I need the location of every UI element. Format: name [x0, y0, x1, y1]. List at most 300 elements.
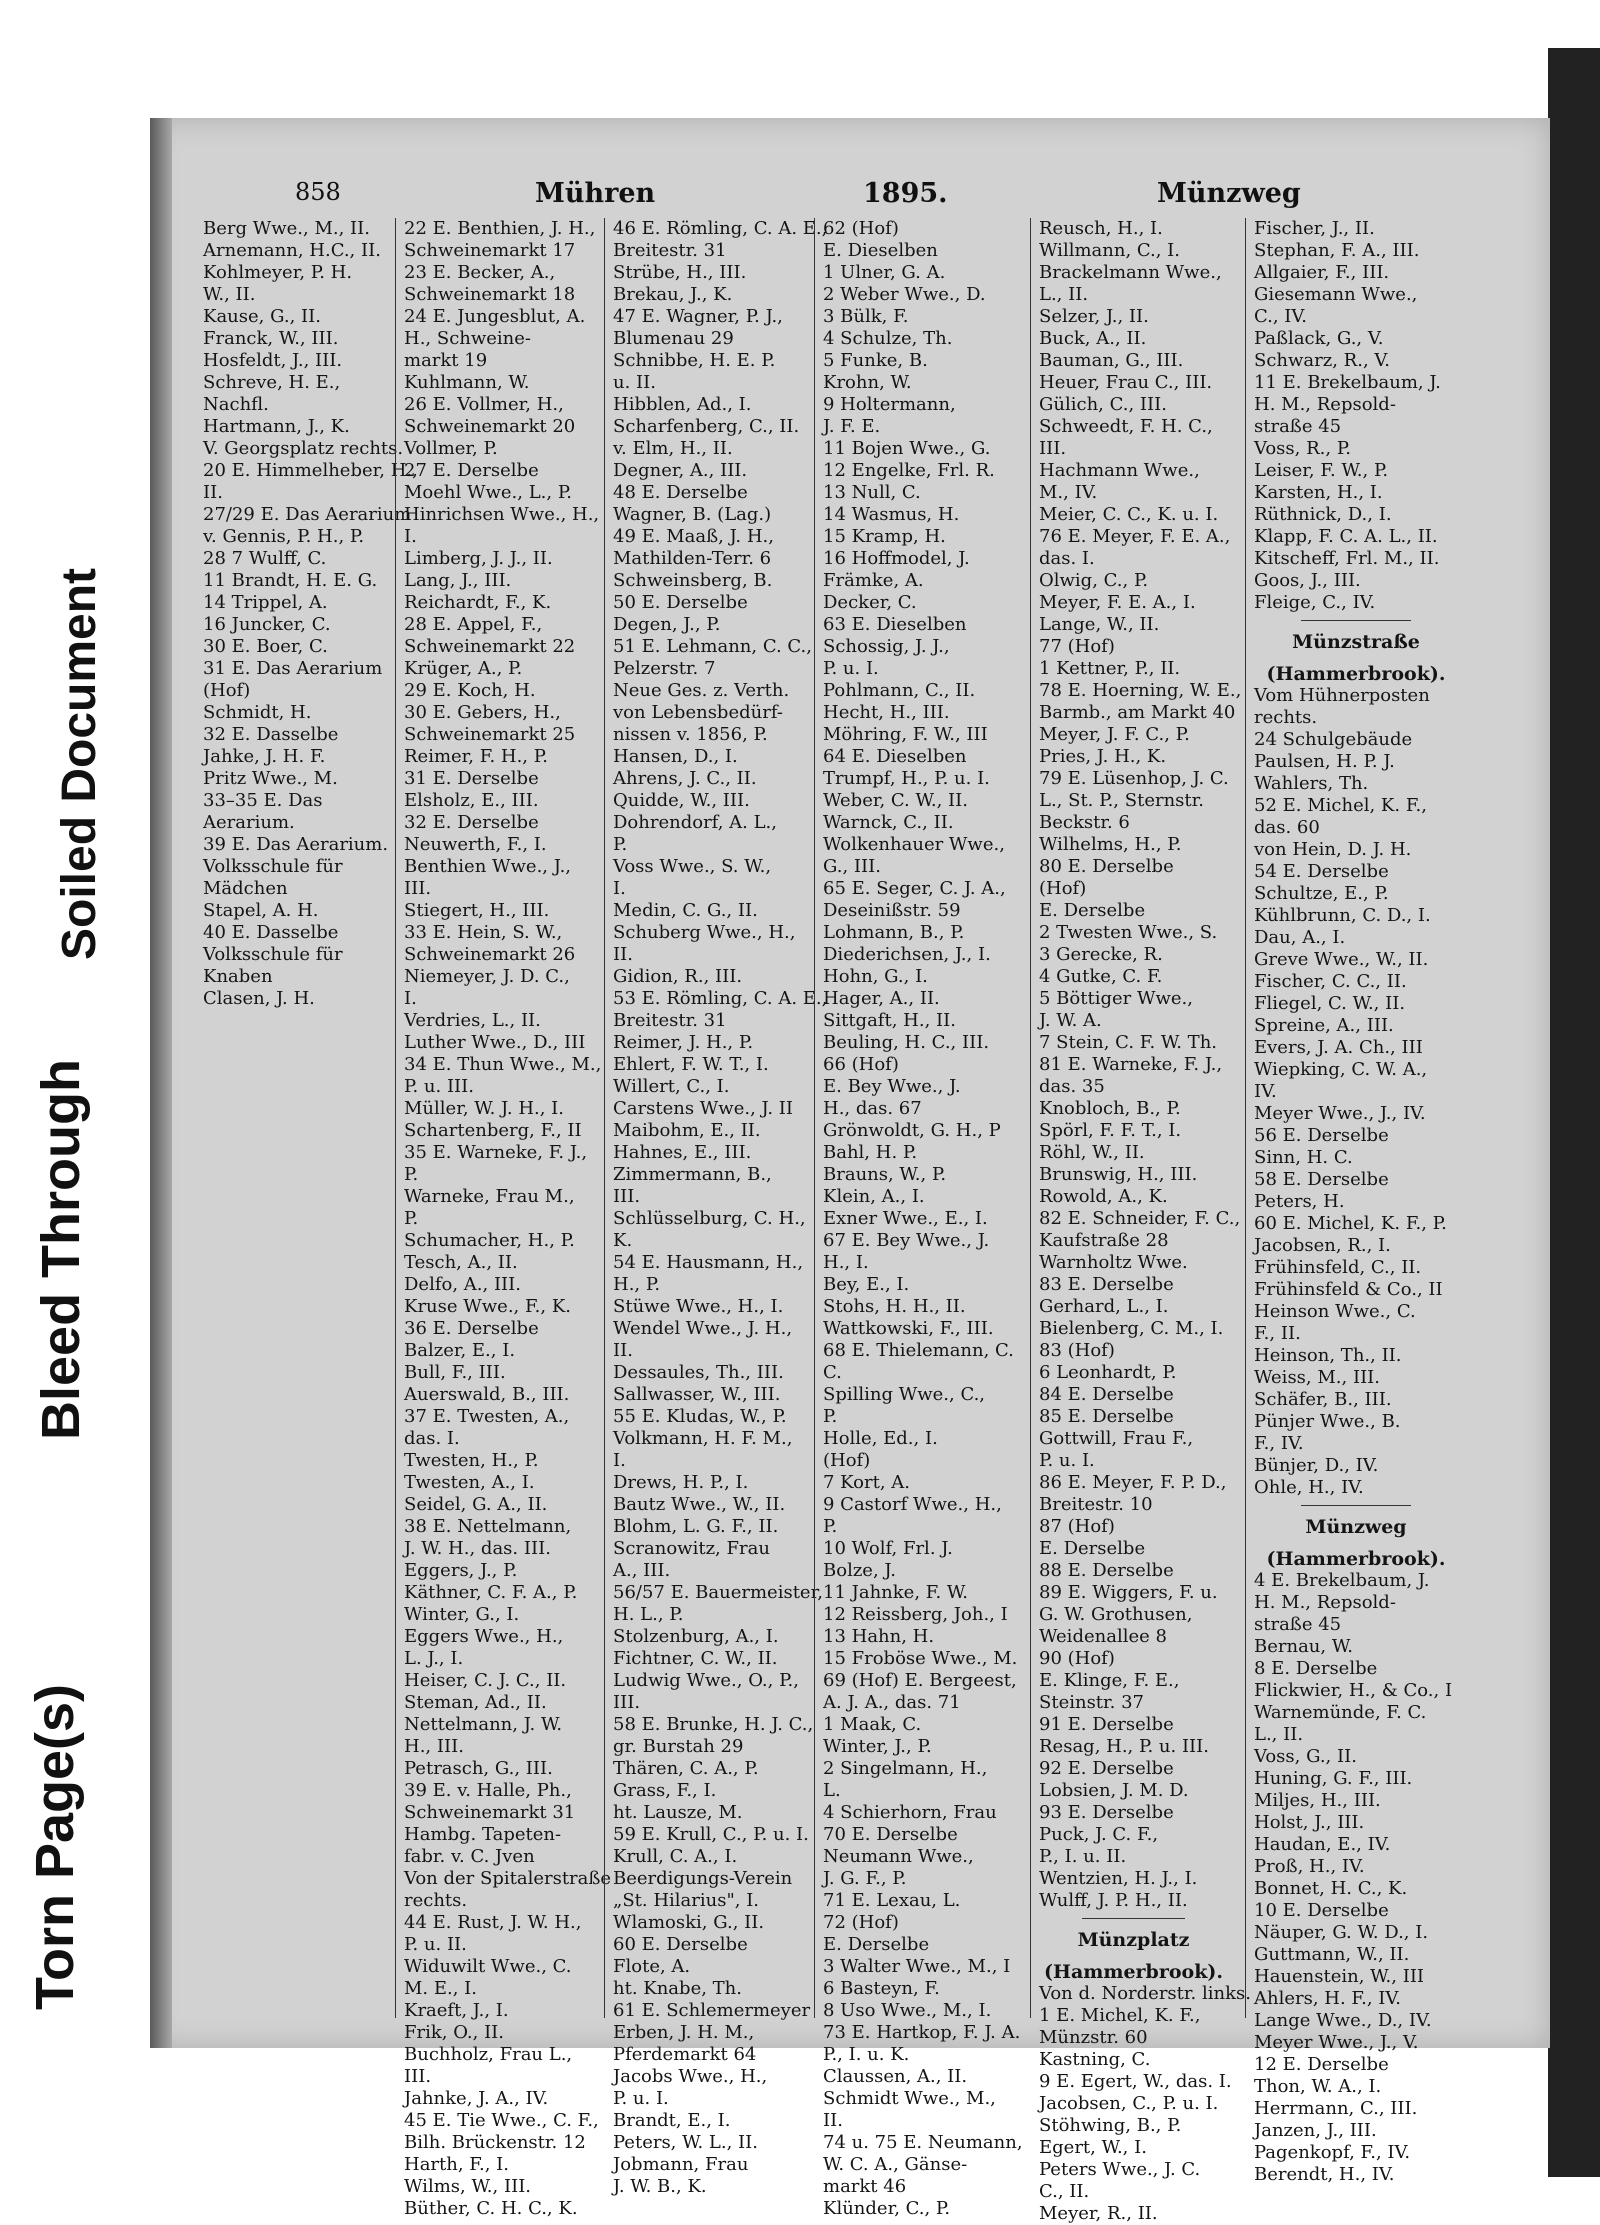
- directory-entry: Goos, J., III.: [1254, 570, 1361, 591]
- directory-entry: Thären, C. A., P.: [613, 1758, 759, 1779]
- directory-entry: 12 E. Derselbe: [1254, 2054, 1389, 2075]
- directory-entry: 34 E. Thun Wwe., M.,: [404, 1054, 602, 1075]
- directory-entry: Bey, E., I.: [823, 1274, 910, 1295]
- directory-entry: 46 E. Römling, C. A. E.,: [613, 218, 828, 239]
- directory-entry: 53 E. Römling, C. A. E.,: [613, 988, 828, 1009]
- directory-entry: Wilhelms, H., P.: [1039, 834, 1182, 855]
- directory-entry: Buck, A., II.: [1039, 328, 1147, 349]
- directory-entry: Klünder, C., P.: [823, 2198, 951, 2219]
- directory-entry: J. F. E.: [823, 416, 881, 437]
- soiled-document-label: Soiled Document: [53, 567, 106, 960]
- directory-entry: Benthien Wwe., J.,: [404, 856, 572, 877]
- directory-entry: W., II.: [203, 284, 256, 305]
- page-edge-shadow: [1548, 48, 1600, 2177]
- directory-entry: Volksschule für: [203, 944, 343, 965]
- directory-entry: Peters, W. L., II.: [613, 2132, 758, 2153]
- directory-entry: Hansen, D., I.: [613, 746, 738, 767]
- directory-entry: Schartenberg, F., II: [404, 1120, 582, 1141]
- directory-entry: ht. Lausze, M.: [613, 1802, 743, 1823]
- directory-entry: Stephan, F. A., III.: [1254, 240, 1420, 261]
- directory-entry: A. J. A., das. 71: [823, 1692, 961, 1713]
- directory-entry: Fliegel, C. W., II.: [1254, 993, 1406, 1014]
- directory-entry: Exner Wwe., E., I.: [823, 1208, 988, 1229]
- directory-entry: 10 Wolf, Frl. J.: [823, 1538, 953, 1559]
- directory-entry: Bauman, G., III.: [1039, 350, 1184, 371]
- directory-entry: (Hof): [823, 1450, 871, 1471]
- directory-entry: Schweinemarkt 20: [404, 416, 576, 437]
- directory-entry: 1 Maak, C.: [823, 1714, 922, 1735]
- directory-entry: IV.: [1254, 1081, 1277, 1102]
- directory-entry: Kraeft, J., I.: [404, 2000, 509, 2021]
- directory-entry: Carstens Wwe., J. II: [613, 1098, 793, 1119]
- directory-entry: M., IV.: [1039, 482, 1098, 503]
- directory-entry: 3 Bülk, F.: [823, 306, 909, 327]
- column-6: [1245, 218, 1466, 2185]
- directory-entry: Möhring, F. W., III: [823, 724, 988, 745]
- directory-entry: 15 Kramp, H.: [823, 526, 946, 547]
- directory-entry: Peters Wwe., J. C.: [1039, 2159, 1201, 2180]
- directory-entry: 4 Gutke, C. F.: [1039, 966, 1163, 987]
- directory-entry: 60 E. Michel, K. F., P.: [1254, 1213, 1447, 1234]
- directory-entry: straße 45: [1254, 416, 1342, 437]
- directory-entry: Widuwilt Wwe., C.: [404, 1956, 572, 1977]
- directory-entry: Vom Hühnerposten: [1254, 685, 1430, 706]
- directory-entry: Winter, G., I.: [404, 1604, 520, 1625]
- directory-entry: Kastning, C.: [1039, 2049, 1151, 2070]
- directory-entry: H. L., P.: [613, 1604, 684, 1625]
- directory-entry: Drews, H. P., I.: [613, 1472, 749, 1493]
- directory-entry: Warneke, Frau M.,: [404, 1186, 575, 1207]
- directory-entry: Eggers Wwe., H.,: [404, 1626, 564, 1647]
- directory-entry: 24 Schulgebäude: [1254, 729, 1413, 750]
- directory-entry: Deseinißstr. 59: [823, 900, 961, 921]
- directory-entry: II.: [613, 1340, 633, 1361]
- directory-entry: Knobloch, B., P.: [1039, 1098, 1181, 1119]
- directory-entry: ht. Knabe, Th.: [613, 1978, 742, 1999]
- directory-entry: Hahnes, E., III.: [613, 1142, 752, 1163]
- directory-entry: Vollmer, P.: [404, 438, 498, 459]
- directory-entry: H., P.: [613, 1274, 661, 1295]
- column-2: [395, 218, 612, 2219]
- directory-entry: 11 Brandt, H. E. G.: [203, 570, 378, 591]
- directory-entry: Wahlers, Th.: [1254, 773, 1369, 794]
- directory-entry: Fichtner, C. W., II.: [613, 1648, 778, 1669]
- directory-entry: Schuberg Wwe., H.,: [613, 922, 796, 943]
- directory-entry: Pferdemarkt 64: [613, 2044, 757, 2065]
- directory-entry: 7 Kort, A.: [823, 1472, 910, 1493]
- section-heading: (Hammerbrook).: [1266, 663, 1446, 685]
- directory-entry: 12 Engelke, Frl. R.: [823, 460, 995, 481]
- directory-entry: 44 E. Rust, J. W. H.,: [404, 1912, 582, 1933]
- directory-entry: Allgaier, F., III.: [1254, 262, 1390, 283]
- directory-entry: Wendel Wwe., J. H.,: [613, 1318, 793, 1339]
- directory-entry: Guttmann, W., II.: [1254, 1944, 1410, 1965]
- directory-entry: Beckstr. 6: [1039, 812, 1130, 833]
- directory-entry: Delfo, A., III.: [404, 1274, 521, 1295]
- directory-entry: Bolze, J.: [823, 1560, 896, 1581]
- directory-entry: Sinn, H. C.: [1254, 1147, 1353, 1168]
- directory-entry: H., Schweine-: [404, 328, 532, 349]
- directory-entry: 54 E. Hausmann, H.,: [613, 1252, 804, 1273]
- directory-entry: K.: [613, 1230, 633, 1251]
- directory-entry: 65 E. Seger, C. J. A.,: [823, 878, 1006, 899]
- directory-entry: Lang, J., III.: [404, 570, 512, 591]
- directory-entry: Wilms, W., III.: [404, 2176, 532, 2197]
- directory-entry: II.: [203, 482, 223, 503]
- directory-entry: Flote, A.: [613, 1956, 691, 1977]
- directory-entry: 81 E. Warneke, F. J.,: [1039, 1054, 1223, 1075]
- directory-entry: Barmb., am Markt 40: [1039, 702, 1236, 723]
- page-header: [150, 176, 1550, 216]
- directory-entry: H. M., Repsold-: [1254, 394, 1396, 415]
- directory-entry: Moehl Wwe., L., P.: [404, 482, 573, 503]
- directory-entry: Erben, J. H. M.,: [613, 2022, 755, 2043]
- directory-entry: Trumpf, H., P. u. I.: [823, 768, 990, 789]
- directory-entry: 7 Stein, C. F. W. Th.: [1039, 1032, 1218, 1053]
- directory-entry: 60 E. Derselbe: [613, 1934, 748, 1955]
- directory-entry: Holle, Ed., I.: [823, 1428, 938, 1449]
- directory-entry: 73 E. Hartkop, F. J. A.: [823, 2022, 1021, 2043]
- directory-entry: Klein, A., I.: [823, 1186, 925, 1207]
- directory-entry: Näuper, G. W. D., I.: [1254, 1922, 1429, 1943]
- directory-entry: Meyer, R., II.: [1039, 2203, 1158, 2224]
- directory-entry: 84 E. Derselbe: [1039, 1384, 1174, 1405]
- directory-entry: Buchholz, Frau L.,: [404, 2044, 573, 2065]
- directory-entry: 33–35 E. Das: [203, 790, 323, 811]
- directory-entry: Jobmann, Frau: [613, 2154, 749, 2175]
- directory-entry: P. u. II.: [404, 1934, 467, 1955]
- directory-entry: Twesten, A., I.: [404, 1472, 535, 1493]
- directory-entry: Twesten, H., P.: [404, 1450, 539, 1471]
- directory-entry: Hartmann, J., K.: [203, 416, 350, 437]
- directory-entry: 11 Jahnke, F. W.: [823, 1582, 968, 1603]
- directory-entry: Volkmann, H. F. M.,: [613, 1428, 793, 1449]
- directory-entry: Winter, J., P.: [823, 1736, 932, 1757]
- directory-entry: Warnholtz Wwe.: [1039, 1252, 1188, 1273]
- directory-entry: Stüwe Wwe., H., I.: [613, 1296, 784, 1317]
- directory-entry: Krull, C. A., I.: [613, 1846, 738, 1867]
- directory-entry: P., I. u. K.: [823, 2044, 910, 2065]
- directory-entry: Warnck, C., II.: [823, 812, 954, 833]
- directory-entry: 58 E. Derselbe: [1254, 1169, 1389, 1190]
- section-divider: [1082, 1918, 1185, 1919]
- directory-entry: Grönwoldt, G. H., P: [823, 1120, 1001, 1141]
- directory-entry: Clasen, J. H.: [203, 988, 315, 1009]
- directory-entry: 13 Null, C.: [823, 482, 921, 503]
- directory-entry: Proß, H., IV.: [1254, 1856, 1365, 1877]
- directory-entry: 23 E. Becker, A.,: [404, 262, 556, 283]
- directory-entry: Voss, R., P.: [1254, 438, 1352, 459]
- directory-entry: II.: [823, 2110, 843, 2131]
- directory-entry: Egert, W., I.: [1039, 2137, 1147, 2158]
- directory-entry: P.: [404, 1208, 419, 1229]
- directory-entry: Heinson Wwe., C.: [1254, 1301, 1416, 1322]
- directory-entry: Bielenberg, C. M., I.: [1039, 1318, 1224, 1339]
- directory-entry: Pünjer Wwe., B.: [1254, 1411, 1401, 1432]
- directory-entry: 83 (Hof): [1039, 1340, 1115, 1361]
- directory-entry: 92 E. Derselbe: [1039, 1758, 1174, 1779]
- directory-entry: Wentzien, H. J., I.: [1039, 1868, 1198, 1889]
- directory-entry: F., II.: [1254, 1323, 1301, 1344]
- directory-entry: Giesemann Wwe.,: [1254, 284, 1418, 305]
- directory-entry: Miljes, H., III.: [1254, 1790, 1381, 1811]
- directory-entry: 16 Hoffmodel, J.: [823, 548, 970, 569]
- column-4: [814, 218, 1023, 2219]
- directory-entry: Heiser, C. J. C., II.: [404, 1670, 567, 1691]
- directory-entry: P. u. I.: [613, 2088, 669, 2109]
- directory-entry: Brekau, J., K.: [613, 284, 733, 305]
- directory-entry: Ahlers, H. F., IV.: [1254, 1988, 1401, 2009]
- directory-entry: Lange Wwe., D., IV.: [1254, 2010, 1432, 2031]
- directory-entry: 77 (Hof): [1039, 636, 1115, 657]
- directory-entry: Stohs, H. H., II.: [823, 1296, 966, 1317]
- directory-entry: Bünjer, D., IV.: [1254, 1455, 1379, 1476]
- directory-entry: Ehlert, F. W. T., I.: [613, 1054, 769, 1075]
- directory-entry: Gottwill, Frau F.,: [1039, 1428, 1194, 1449]
- directory-entry: III.: [404, 2066, 432, 2087]
- directory-entry: Münzstr. 60: [1039, 2027, 1148, 2048]
- directory-entry: H., III.: [404, 1736, 464, 1757]
- directory-entry: III.: [1039, 438, 1067, 459]
- directory-entry: J. G. F., P.: [823, 1868, 907, 1889]
- directory-entry: 59 E. Krull, C., P. u. I.: [613, 1824, 809, 1845]
- directory-entry: 74 u. 75 E. Neumann,: [823, 2132, 1023, 2153]
- directory-entry: 6 Basteyn, F.: [823, 1978, 940, 1999]
- directory-entry: Schäfer, B., III.: [1254, 1389, 1392, 1410]
- directory-entry: 30 E. Gebers, H.,: [404, 702, 561, 723]
- directory-entry: W. C. A., Gänse-: [823, 2154, 968, 2175]
- directory-entry: rechts.: [404, 1890, 468, 1911]
- directory-entry: Pelzerstr. 7: [613, 658, 716, 679]
- directory-entry: Dessaules, Th., III.: [613, 1362, 784, 1383]
- directory-entry: Schultze, E., P.: [1254, 883, 1389, 904]
- directory-entry: Hachmann Wwe.,: [1039, 460, 1200, 481]
- directory-entry: 90 (Hof): [1039, 1648, 1115, 1669]
- directory-entry: Pohlmann, C., II.: [823, 680, 976, 701]
- directory-entry: Huning, G. F., III.: [1254, 1768, 1413, 1789]
- directory-entry: 29 E. Koch, H.: [404, 680, 536, 701]
- margin-notes: [0, 0, 150, 2177]
- directory-entry: 91 E. Derselbe: [1039, 1714, 1174, 1735]
- directory-entry: 13 Hahn, H.: [823, 1626, 935, 1647]
- directory-entry: 12 Reissberg, Joh., I: [823, 1604, 1008, 1625]
- directory-entry: Paulsen, H. P. J.: [1254, 751, 1395, 772]
- directory-entry: Franck, W., III.: [203, 328, 339, 349]
- directory-entry: V. Georgsplatz rechts.: [203, 438, 404, 459]
- directory-entry: 72 (Hof): [823, 1912, 899, 1933]
- directory-entry: Schweinemarkt 22: [404, 636, 576, 657]
- directory-entry: Pries, J. H., K.: [1039, 746, 1167, 767]
- directory-entry: Sittgaft, H., II.: [823, 1010, 956, 1031]
- directory-entry: Steman, Ad., II.: [404, 1692, 547, 1713]
- directory-entry: von Lebensbedürf-: [613, 702, 783, 723]
- directory-entry: C., II.: [1039, 2181, 1090, 2202]
- directory-entry: 8 Uso Wwe., M., I.: [823, 2000, 992, 2021]
- torn-pages-label: Torn Page(s): [25, 1683, 85, 2010]
- directory-entry: 89 E. Wiggers, F. u.: [1039, 1582, 1218, 1603]
- directory-entry: L. J., I.: [404, 1648, 464, 1669]
- directory-entry: Büther, C. H. C., K.: [404, 2198, 578, 2219]
- directory-entry: Pritz Wwe., M.: [203, 768, 338, 789]
- directory-entry: Stapel, A. H.: [203, 900, 319, 921]
- directory-entry: Nettelmann, J. W.: [404, 1714, 563, 1735]
- directory-entry: Lange, W., II.: [1039, 614, 1160, 635]
- directory-entry: Hager, A., II.: [823, 988, 940, 1009]
- directory-entry: Kaufstraße 28: [1039, 1230, 1169, 1251]
- directory-entry: 54 E. Derselbe: [1254, 861, 1389, 882]
- directory-entry: Puck, J. C. F.,: [1039, 1824, 1159, 1845]
- directory-entry: 36 E. Derselbe: [404, 1318, 539, 1339]
- directory-entry: Dohrendorf, A. L.,: [613, 812, 777, 833]
- directory-entry: 82 E. Schneider, F. C.,: [1039, 1208, 1241, 1229]
- directory-entry: 5 Funke, B.: [823, 350, 928, 371]
- directory-entry: 22 E. Benthien, J. H.,: [404, 218, 596, 239]
- directory-entry: Blohm, L. G. F., II.: [613, 1516, 779, 1537]
- directory-entry: Bautz Wwe., W., II.: [613, 1494, 786, 1515]
- directory-entry: Schweinemarkt 31: [404, 1802, 576, 1823]
- directory-entry: I.: [404, 526, 417, 547]
- directory-entry: P. u. I.: [823, 658, 879, 679]
- directory-entry: Weber, C. W., II.: [823, 790, 968, 811]
- directory-entry: Bernau, W.: [1254, 1636, 1353, 1657]
- directory-entry: Meyer Wwe., J., IV.: [1254, 1103, 1426, 1124]
- directory-entry: Meyer, J. F. C., P.: [1039, 724, 1190, 745]
- directory-entry: Sallwasser, W., III.: [613, 1384, 781, 1405]
- directory-entry: Bahl, H. P.: [823, 1142, 918, 1163]
- directory-entry: Petrasch, G., III.: [404, 1758, 553, 1779]
- directory-entry: E. Derselbe: [1039, 1538, 1146, 1559]
- directory-entry: 4 E. Brekelbaum, J.: [1254, 1570, 1430, 1591]
- directory-entry: Gerhard, L., I.: [1039, 1296, 1169, 1317]
- directory-entry: Schmidt, H.: [203, 702, 312, 723]
- directory-page: [150, 118, 1550, 2224]
- directory-entry: 26 E. Vollmer, H.,: [404, 394, 564, 415]
- directory-entry: C.: [823, 1362, 842, 1383]
- directory-entry: 4 Schierhorn, Frau: [823, 1802, 997, 1823]
- directory-entry: I.: [613, 1450, 626, 1471]
- directory-entry: 15 Froböse Wwe., M.: [823, 1648, 1018, 1669]
- directory-entry: Medin, C. G., II.: [613, 900, 758, 921]
- directory-entry: Brauns, W., P.: [823, 1164, 947, 1185]
- directory-entry: 8 E. Derselbe: [1254, 1658, 1378, 1679]
- directory-entry: Evers, J. A. Ch., III: [1254, 1037, 1423, 1058]
- directory-entry: M. E., I.: [404, 1978, 478, 1999]
- directory-entry: Quidde, W., III.: [613, 790, 750, 811]
- directory-entry: Leiser, F. W., P.: [1254, 460, 1389, 481]
- directory-entry: Resag, H., P. u. III.: [1039, 1736, 1209, 1757]
- directory-entry: Strübe, H., III.: [613, 262, 747, 283]
- directory-entry: Willert, C., I.: [613, 1076, 730, 1097]
- year-title: 1895.: [863, 178, 948, 209]
- directory-entry: Mädchen: [203, 878, 288, 899]
- directory-entry: H. M., Repsold-: [1254, 1592, 1396, 1613]
- directory-entry: III.: [613, 1186, 641, 1207]
- directory-entry: E. Dieselben: [823, 240, 938, 261]
- directory-entry: das. I.: [404, 1428, 460, 1449]
- section-heading: Münzplatz: [1077, 1929, 1190, 1951]
- directory-entry: Haudan, E., IV.: [1254, 1834, 1391, 1855]
- directory-entry: J. W. B., K.: [613, 2176, 707, 2197]
- directory-entry: Wulff, J. P. H., II.: [1039, 1890, 1188, 1911]
- directory-entry: Heinson, Th., II.: [1254, 1345, 1402, 1366]
- section-heading: (Hammerbrook).: [1044, 1961, 1223, 1983]
- directory-entry: Scranowitz, Frau: [613, 1538, 770, 1559]
- directory-entry: Selzer, J., II.: [1039, 306, 1149, 327]
- directory-entry: Greve Wwe., W., II.: [1254, 949, 1429, 970]
- directory-entry: 55 E. Kludas, W., P.: [613, 1406, 787, 1427]
- directory-entry: Neumann Wwe.,: [823, 1846, 974, 1867]
- directory-entry: 31 E. Derselbe: [404, 768, 539, 789]
- directory-entry: E. Bey Wwe., J.: [823, 1076, 961, 1097]
- directory-entry: 24 E. Jungesblut, A.: [404, 306, 586, 327]
- directory-entry: 50 E. Derselbe: [613, 592, 748, 613]
- directory-entry: 86 E. Meyer, F. P. D.,: [1039, 1472, 1227, 1493]
- directory-entry: Paßlack, G., V.: [1254, 328, 1384, 349]
- directory-entry: 32 E. Dasselbe: [203, 724, 339, 745]
- directory-entry: Bonnet, H. C., K.: [1254, 1878, 1408, 1899]
- directory-entry: J. W. H., das. III.: [404, 1538, 551, 1559]
- directory-entry: Schweinsberg, B.: [613, 570, 773, 591]
- directory-entry: I.: [404, 988, 417, 1009]
- directory-entry: Hosfeldt, J., III.: [203, 350, 343, 371]
- directory-entry: 79 E. Lüsenhop, J. C.: [1039, 768, 1229, 789]
- directory-entry: Schumacher, H., P.: [404, 1230, 575, 1251]
- street-title-right: Münzweg: [1157, 178, 1301, 209]
- directory-entry: 32 E. Derselbe: [404, 812, 539, 833]
- directory-entry: Gidion, R., III.: [613, 966, 743, 987]
- directory-entry: Jahnke, J. A., IV.: [404, 2088, 549, 2109]
- directory-entry: gr. Burstah 29: [613, 1736, 744, 1757]
- directory-entry: Berendt, H., IV.: [1254, 2164, 1395, 2185]
- directory-entry: 47 E. Wagner, P. J.,: [613, 306, 783, 327]
- directory-entry: Balzer, E., I.: [404, 1340, 516, 1361]
- directory-entry: 9 Holtermann,: [823, 394, 956, 415]
- directory-entry: 66 (Hof): [823, 1054, 899, 1075]
- directory-entry: 14 Wasmus, H.: [823, 504, 960, 525]
- directory-entry: Hauenstein, W., III: [1254, 1966, 1425, 1987]
- directory-entry: Luther Wwe., D., III: [404, 1032, 586, 1053]
- directory-entry: 48 E. Derselbe: [613, 482, 748, 503]
- directory-entry: Reimer, J. H., P.: [613, 1032, 754, 1053]
- directory-entry: markt 19: [404, 350, 488, 371]
- directory-entry: 2 Twesten Wwe., S.: [1039, 922, 1218, 943]
- directory-entry: Jacobs Wwe., H.,: [613, 2066, 768, 2087]
- directory-entry: Grass, F., I.: [613, 1780, 717, 1801]
- directory-entry: v. Gennis, P. H., P.: [203, 526, 365, 547]
- directory-entry: Von der Spitalerstraße: [404, 1868, 612, 1889]
- directory-entry: Limberg, J. J., II.: [404, 548, 553, 569]
- directory-entry: Schnibbe, H. E. P.: [613, 350, 776, 371]
- directory-entry: 3 Gerecke, R.: [1039, 944, 1163, 965]
- directory-entry: P.: [823, 1406, 838, 1427]
- section-divider: [1301, 620, 1411, 621]
- directory-entry: 93 E. Derselbe: [1039, 1802, 1174, 1823]
- directory-entry: Wolkenhauer Wwe.,: [823, 834, 1005, 855]
- directory-entry: 9 Castorf Wwe., H.,: [823, 1494, 1002, 1515]
- directory-entry: H., I.: [823, 1252, 869, 1273]
- directory-entry: Hohn, G., I.: [823, 966, 928, 987]
- directory-entry: Ludwig Wwe., O., P.,: [613, 1670, 799, 1691]
- column-1: [195, 218, 418, 2018]
- directory-entry: Stöhwing, B., P.: [1039, 2115, 1182, 2136]
- directory-entry: Schweinemarkt 25: [404, 724, 576, 745]
- directory-entry: Hecht, H., III.: [823, 702, 950, 723]
- directory-entry: Kause, G., II.: [203, 306, 321, 327]
- directory-entry: Schweedt, F. H. C.,: [1039, 416, 1213, 437]
- directory-entry: Decker, C.: [823, 592, 917, 613]
- directory-entry: A., III.: [613, 1560, 671, 1581]
- directory-entry: P. u. III.: [404, 1076, 474, 1097]
